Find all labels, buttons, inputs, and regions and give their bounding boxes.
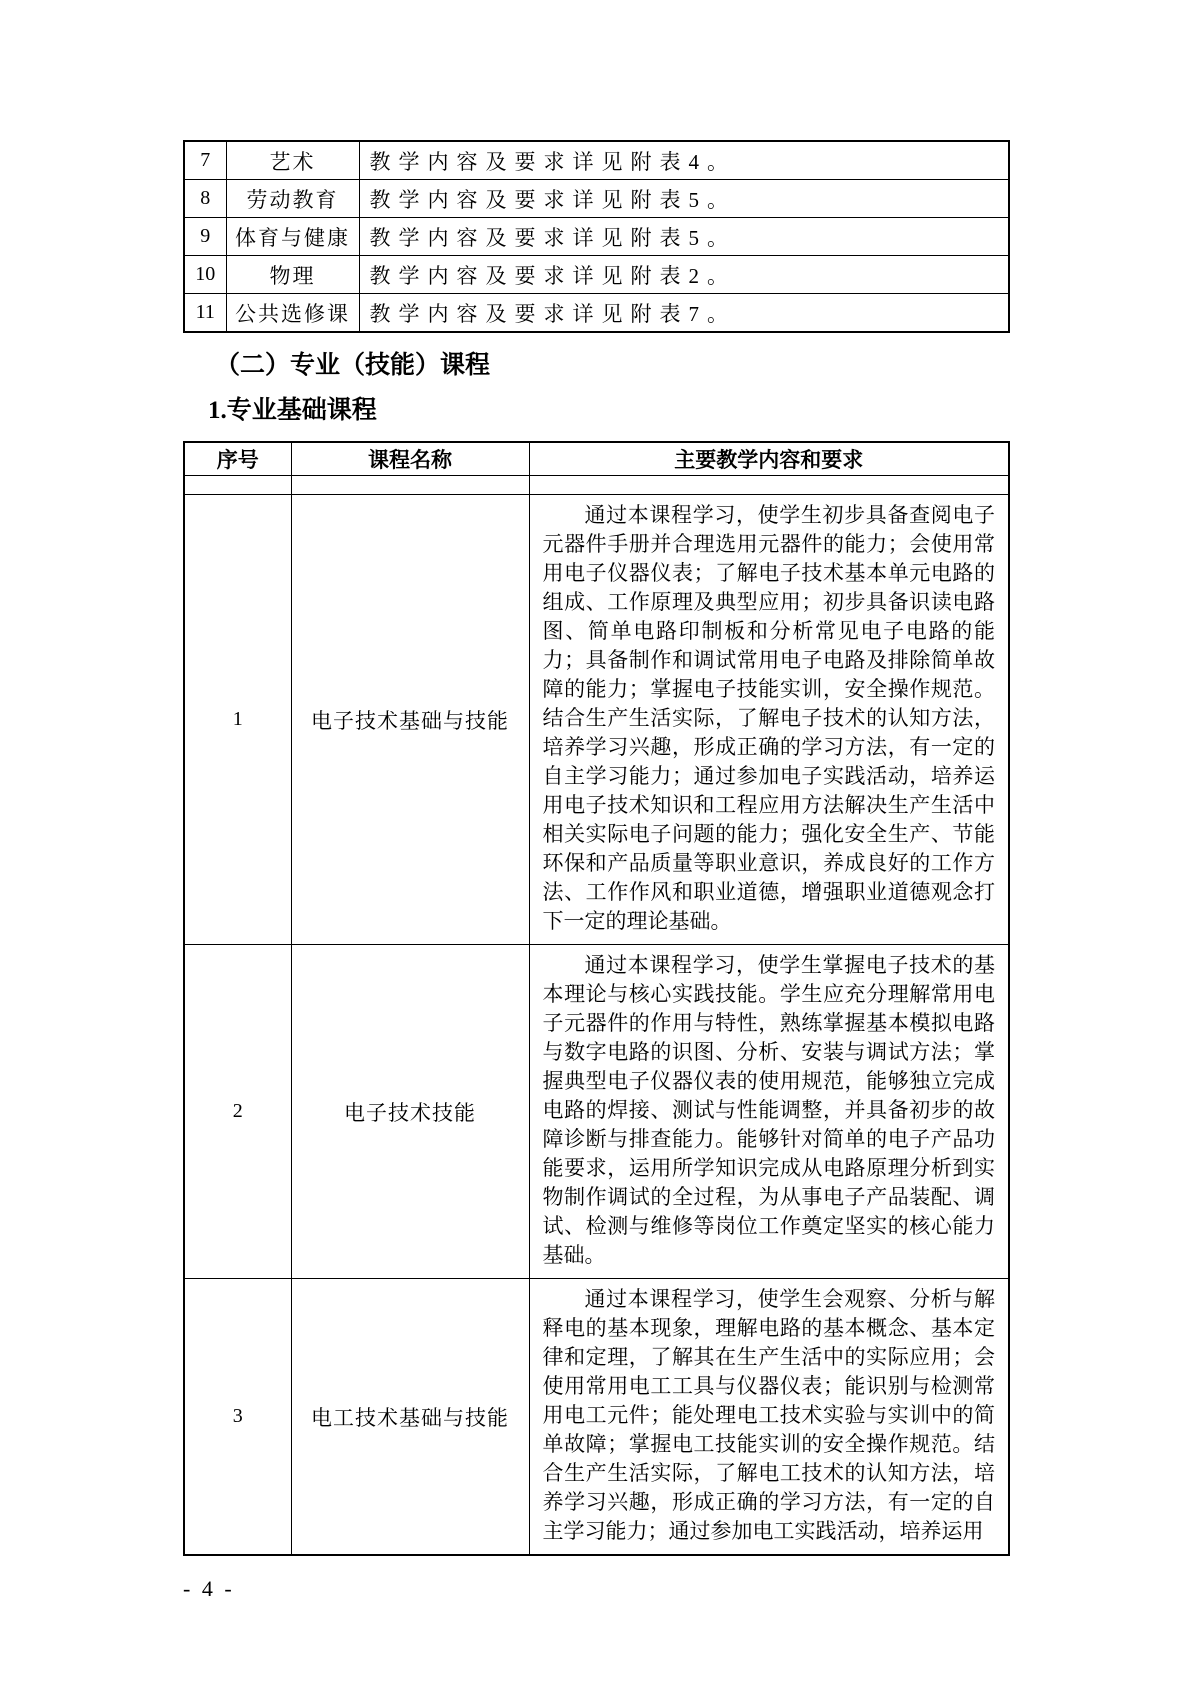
course-content-text: 通过本课程学习，使学生会观察、分析与解释电的基本现象，理解电路的基本概念、基本定律和定理，了解其在生产生活中的实际应用；会使用常用电工工具与仪器仪表；能识别与检测常用电工元件；能处理电工技术实验与实训中的简单故障；掌握电工技能实训的安全操作规范。结合生产生活实际，了解电工技术的认知方法，培养学习兴趣，形成正确的学习方法，有一定的自主学习能力；通过参加电工实践活动，培养运用 — [542, 1287, 995, 1543]
table-row — [184, 1279, 1009, 1556]
course-name: 物理 — [226, 256, 359, 294]
course-name: 体育与健康 — [226, 218, 359, 256]
table-row — [184, 256, 1009, 294]
course-content-cell — [529, 1279, 1009, 1556]
course-content-text: 通过本课程学习，使学生初步具备查阅电子元器件手册并合理选用元器件的能力；会使用常用电子仪器仪表；了解电子技术基本单元电路的组成、工作原理及典型应用；初步具备识读电路图、简单电路印制板和分析常见电子电路的能力；具备制作和调试常用电子电路及排除简单故障的能力；掌握电子技能实训，安全操作规范。结合生产生活实际，了解电子技术的认知方法，培养学习兴趣，形成正确的学习方法，有一定的自主学习能力；通过参加电子实践活动，培养运用电子技术知识和工程应用方法解决生产生活中相关实际电子问题的能力；强化安全生产、节能环保和产品质量等职业意识，养成良好的工作方法、工作作风和职业道德，增强职业道德观念打下一定的理论基础。 — [542, 503, 995, 933]
course-name: 电子技术基础与技能 — [291, 495, 529, 945]
course-name: 公共选修课 — [226, 294, 359, 333]
course-desc: 教学内容及要求详见附表7。 — [359, 294, 1009, 333]
course-name: 劳动教育 — [226, 180, 359, 218]
course-number: 10 — [184, 256, 226, 294]
course-number: 11 — [184, 294, 226, 333]
table-row — [184, 495, 1009, 945]
header-course-name: 课程名称 — [291, 442, 529, 476]
general-courses-table — [183, 140, 1010, 333]
course-desc: 教学内容及要求详见附表5。 — [359, 218, 1009, 256]
table-header-row — [184, 442, 1009, 476]
course-number: 2 — [184, 945, 291, 1279]
course-name: 电子技术技能 — [291, 945, 529, 1279]
course-name: 艺术 — [226, 141, 359, 180]
empty-row — [184, 476, 1009, 495]
page-number: - 4 - — [183, 1576, 235, 1601]
course-desc: 教学内容及要求详见附表5。 — [359, 180, 1009, 218]
course-name: 电工技术基础与技能 — [291, 1279, 529, 1556]
professional-basic-courses-table — [183, 441, 1010, 1556]
header-course-content: 主要教学内容和要求 — [529, 442, 1009, 476]
table-row — [184, 294, 1009, 333]
table-row — [184, 218, 1009, 256]
course-content-text: 通过本课程学习，使学生掌握电子技术的基本理论与核心实践技能。学生应充分理解常用电子元器件的作用与特性，熟练掌握基本模拟电路与数字电路的识图、分析、安装与调试方法；掌握典型电子仪器仪表的使用规范，能够独立完成电路的焊接、测试与性能调整，并具备初步的故障诊断与排查能力。能够针对简单的电子产品功能要求，运用所学知识完成从电路原理分析到实物制作调试的全过程，为从事电子产品装配、调试、检测与维修等岗位工作奠定坚实的核心能力基础。 — [542, 953, 995, 1267]
course-number: 7 — [184, 141, 226, 180]
course-desc: 教学内容及要求详见附表4。 — [359, 141, 1009, 180]
table-row — [184, 180, 1009, 218]
course-number: 9 — [184, 218, 226, 256]
table-row — [184, 141, 1009, 180]
course-desc: 教学内容及要求详见附表2。 — [359, 256, 1009, 294]
subsection-heading: 1.专业基础课程 — [208, 397, 377, 424]
course-content-cell — [529, 495, 1009, 945]
empty-cell — [184, 476, 291, 495]
table-row — [184, 945, 1009, 1279]
course-number: 3 — [184, 1279, 291, 1556]
page-content — [183, 140, 1010, 1556]
section-heading: （二）专业（技能）课程 — [215, 352, 491, 379]
course-number: 1 — [184, 495, 291, 945]
header-course-number: 序号 — [184, 442, 291, 476]
empty-cell — [529, 476, 1009, 495]
course-number: 8 — [184, 180, 226, 218]
course-content-cell — [529, 945, 1009, 1279]
empty-cell — [291, 476, 529, 495]
